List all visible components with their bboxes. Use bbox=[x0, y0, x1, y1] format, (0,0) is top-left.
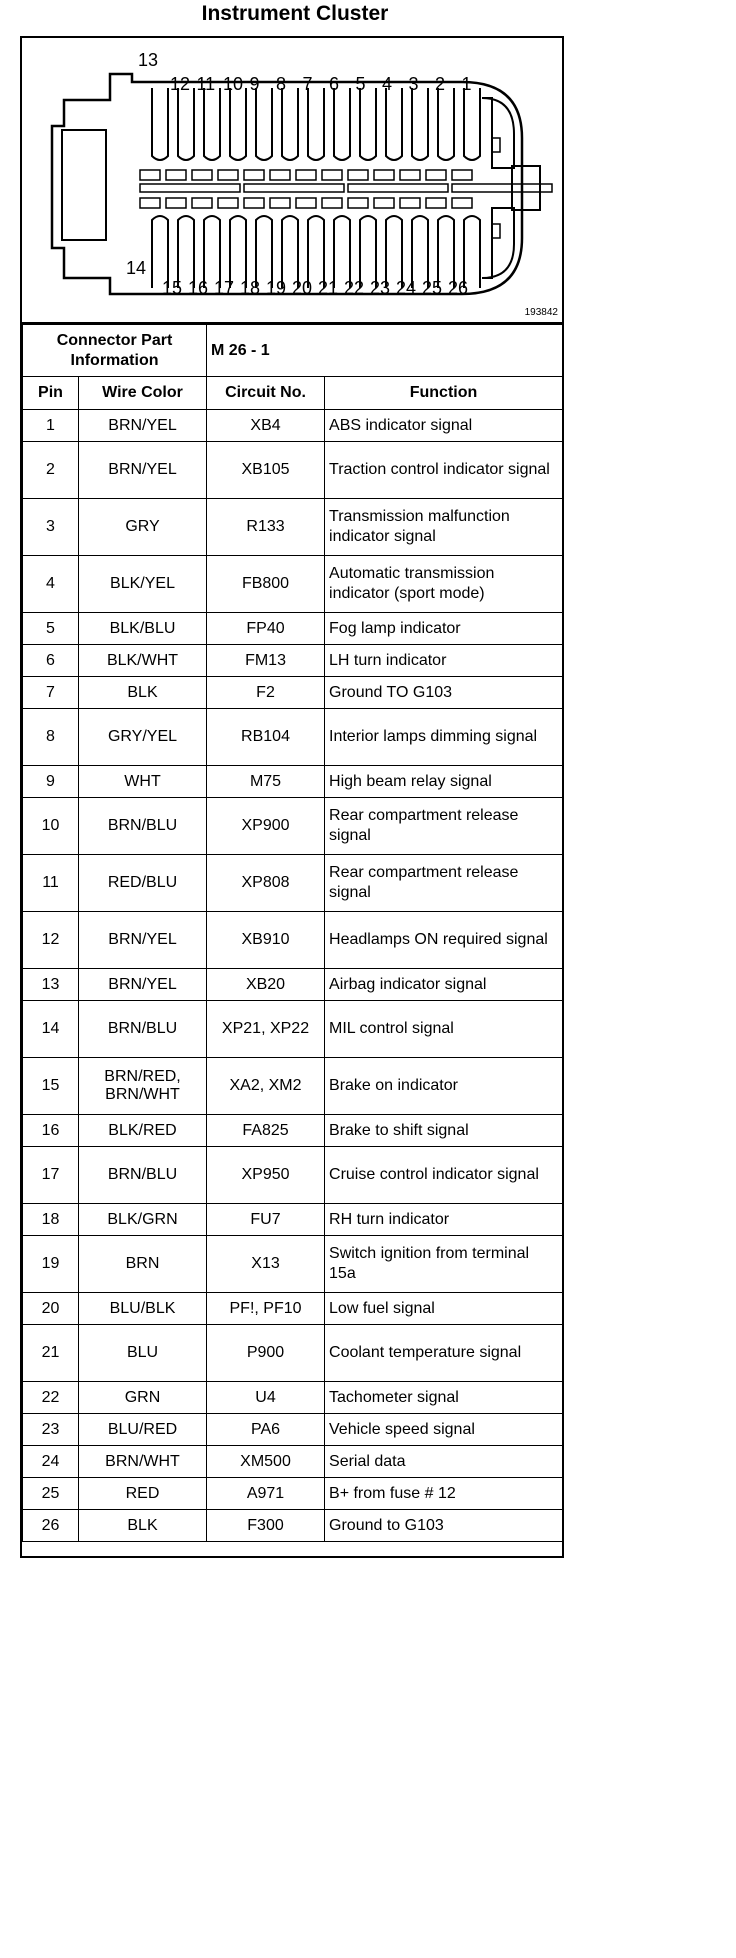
circuit-cell: FU7 bbox=[207, 1204, 325, 1236]
pin-number-label: 4 bbox=[382, 74, 393, 94]
function-cell: Interior lamps dimming signal bbox=[325, 709, 563, 766]
pin-cell: 3 bbox=[23, 499, 79, 556]
top-cavity bbox=[308, 88, 324, 160]
table-row bbox=[23, 1293, 563, 1325]
circuit-cell: X13 bbox=[207, 1236, 325, 1293]
pin-cell: 8 bbox=[23, 709, 79, 766]
slot bbox=[296, 170, 316, 180]
table-row bbox=[23, 798, 563, 855]
circuit-cell: XB4 bbox=[207, 410, 325, 442]
wire-color-cell: BLK bbox=[79, 677, 207, 709]
pin-cell: 12 bbox=[23, 912, 79, 969]
pinout-table bbox=[22, 324, 563, 1542]
function-cell: Automatic transmission indicator (sport mode) bbox=[325, 556, 563, 613]
wire-color-cell: WHT bbox=[79, 766, 207, 798]
circuit-cell: XM500 bbox=[207, 1446, 325, 1478]
slot bbox=[452, 184, 552, 192]
slot bbox=[192, 198, 212, 208]
slot bbox=[400, 198, 420, 208]
circuit-cell: U4 bbox=[207, 1382, 325, 1414]
table-row bbox=[23, 677, 563, 709]
wire-color-cell: BRN/YEL bbox=[79, 442, 207, 499]
table-row bbox=[23, 1510, 563, 1542]
pin-cell: 4 bbox=[23, 556, 79, 613]
header-function: Function bbox=[325, 377, 563, 410]
table-row bbox=[23, 855, 563, 912]
slot bbox=[166, 170, 186, 180]
table-row bbox=[23, 1446, 563, 1478]
pin-cell: 21 bbox=[23, 1325, 79, 1382]
circuit-cell: XP950 bbox=[207, 1147, 325, 1204]
circuit-cell: XP808 bbox=[207, 855, 325, 912]
wire-color-cell: BRN bbox=[79, 1236, 207, 1293]
circuit-cell: FA825 bbox=[207, 1115, 325, 1147]
slot bbox=[244, 198, 264, 208]
table-row bbox=[23, 1204, 563, 1236]
wire-color-cell: BLU/RED bbox=[79, 1414, 207, 1446]
pin-number-label: 20 bbox=[292, 278, 313, 298]
header-wire-color: Wire Color bbox=[79, 377, 207, 410]
wire-color-cell: BRN/YEL bbox=[79, 912, 207, 969]
pin-number-label: 14 bbox=[126, 258, 147, 278]
function-cell: Fog lamp indicator bbox=[325, 613, 563, 645]
pin-cell: 6 bbox=[23, 645, 79, 677]
pin-cell: 17 bbox=[23, 1147, 79, 1204]
table-row bbox=[23, 1058, 563, 1115]
connector-info-label: Connector Part Information bbox=[23, 325, 207, 377]
top-cavity bbox=[360, 88, 376, 160]
slot bbox=[244, 184, 344, 192]
slot bbox=[140, 184, 240, 192]
circuit-cell: A971 bbox=[207, 1478, 325, 1510]
wire-color-cell: BLU/BLK bbox=[79, 1293, 207, 1325]
wire-color-cell: BLK/GRN bbox=[79, 1204, 207, 1236]
connector-info-value: M 26 - 1 bbox=[207, 325, 563, 377]
function-cell: Rear compartment release signal bbox=[325, 855, 563, 912]
pin-cell: 7 bbox=[23, 677, 79, 709]
slot bbox=[400, 170, 420, 180]
pin-number-label: 11 bbox=[196, 74, 216, 94]
slot bbox=[192, 170, 212, 180]
top-cavity bbox=[386, 88, 402, 160]
function-cell: Brake on indicator bbox=[325, 1058, 563, 1115]
wire-color-cell: GRY/YEL bbox=[79, 709, 207, 766]
wire-color-cell: GRY bbox=[79, 499, 207, 556]
slot bbox=[348, 184, 448, 192]
top-cavity bbox=[334, 88, 350, 160]
pin-number-label: 25 bbox=[422, 278, 443, 298]
wire-color-cell: RED bbox=[79, 1478, 207, 1510]
pin-number-label: 8 bbox=[276, 74, 287, 94]
table-row bbox=[23, 499, 563, 556]
function-cell: Serial data bbox=[325, 1446, 563, 1478]
circuit-cell: PA6 bbox=[207, 1414, 325, 1446]
table-row bbox=[23, 556, 563, 613]
pin-number-label: 10 bbox=[223, 74, 244, 94]
function-cell: Transmission malfunction indicator signal bbox=[325, 499, 563, 556]
table-row bbox=[23, 912, 563, 969]
pin-number-label: 15 bbox=[162, 278, 183, 298]
function-cell: LH turn indicator bbox=[325, 645, 563, 677]
function-cell: Ground TO G103 bbox=[325, 677, 563, 709]
circuit-cell: PF!, PF10 bbox=[207, 1293, 325, 1325]
wire-color-cell: BRN/RED, BRN/WHT bbox=[79, 1058, 207, 1115]
top-cavity bbox=[282, 88, 298, 160]
pin-number-label: 13 bbox=[138, 50, 159, 70]
connector-face-drawing bbox=[22, 38, 562, 324]
table-row bbox=[23, 1236, 563, 1293]
pin-number-label: 16 bbox=[188, 278, 209, 298]
header-circuit: Circuit No. bbox=[207, 377, 325, 410]
function-cell: High beam relay signal bbox=[325, 766, 563, 798]
top-cavity bbox=[256, 88, 272, 160]
pin-cell: 10 bbox=[23, 798, 79, 855]
pin-cell: 19 bbox=[23, 1236, 79, 1293]
circuit-cell: XB20 bbox=[207, 969, 325, 1001]
function-cell: Coolant temperature signal bbox=[325, 1325, 563, 1382]
pin-number-label: 22 bbox=[344, 278, 365, 298]
function-cell: B+ from fuse # 12 bbox=[325, 1478, 563, 1510]
table-row bbox=[23, 1382, 563, 1414]
table-row bbox=[23, 1414, 563, 1446]
wire-color-cell: BLK/BLU bbox=[79, 613, 207, 645]
circuit-cell: XP900 bbox=[207, 798, 325, 855]
pin-cell: 16 bbox=[23, 1115, 79, 1147]
slot bbox=[322, 198, 342, 208]
circuit-cell: M75 bbox=[207, 766, 325, 798]
table-row bbox=[23, 969, 563, 1001]
wire-color-cell: BRN/YEL bbox=[79, 969, 207, 1001]
pin-cell: 18 bbox=[23, 1204, 79, 1236]
circuit-cell: XB105 bbox=[207, 442, 325, 499]
top-cavity bbox=[204, 88, 220, 160]
wire-color-cell: BLK/WHT bbox=[79, 645, 207, 677]
top-pin-numbers bbox=[138, 50, 472, 94]
pin-cell: 22 bbox=[23, 1382, 79, 1414]
slot bbox=[296, 198, 316, 208]
circuit-cell: FB800 bbox=[207, 556, 325, 613]
circuit-cell: FP40 bbox=[207, 613, 325, 645]
figure-id: 193842 bbox=[524, 307, 558, 318]
page-title: Instrument Cluster bbox=[201, 2, 389, 25]
pin-number-label: 5 bbox=[355, 74, 366, 94]
function-cell: Rear compartment release signal bbox=[325, 798, 563, 855]
pin-cell: 24 bbox=[23, 1446, 79, 1478]
slot bbox=[426, 198, 446, 208]
wire-color-cell: BRN/BLU bbox=[79, 1001, 207, 1058]
pin-cell: 13 bbox=[23, 969, 79, 1001]
slot bbox=[348, 198, 368, 208]
slot bbox=[218, 170, 238, 180]
function-cell: Switch ignition from terminal 15a bbox=[325, 1236, 563, 1293]
circuit-cell: XA2, XM2 bbox=[207, 1058, 325, 1115]
wire-color-cell: BRN/YEL bbox=[79, 410, 207, 442]
table-row bbox=[23, 1325, 563, 1382]
pin-number-label: 23 bbox=[370, 278, 391, 298]
table-row bbox=[23, 709, 563, 766]
pin-cell: 2 bbox=[23, 442, 79, 499]
table-row bbox=[23, 1001, 563, 1058]
pin-cell: 26 bbox=[23, 1510, 79, 1542]
circuit-cell: R133 bbox=[207, 499, 325, 556]
top-cavity bbox=[438, 88, 454, 160]
top-cavity bbox=[178, 88, 194, 160]
top-cavity bbox=[412, 88, 428, 160]
function-cell: Cruise control indicator signal bbox=[325, 1147, 563, 1204]
pin-cell: 1 bbox=[23, 410, 79, 442]
pin-number-label: 17 bbox=[214, 278, 235, 298]
pin-cell: 11 bbox=[23, 855, 79, 912]
pin-cell: 5 bbox=[23, 613, 79, 645]
top-cavity bbox=[230, 88, 246, 160]
table-row bbox=[23, 1115, 563, 1147]
slot bbox=[140, 170, 160, 180]
slot bbox=[140, 198, 160, 208]
slot bbox=[452, 198, 472, 208]
connector-diagram bbox=[22, 38, 562, 324]
slot bbox=[374, 198, 394, 208]
table-row bbox=[23, 613, 563, 645]
pin-cell: 25 bbox=[23, 1478, 79, 1510]
pin-cell: 20 bbox=[23, 1293, 79, 1325]
function-cell: MIL control signal bbox=[325, 1001, 563, 1058]
wire-color-cell: BLK/YEL bbox=[79, 556, 207, 613]
pin-number-label: 6 bbox=[329, 74, 340, 94]
table-row bbox=[23, 442, 563, 499]
slot-rows bbox=[140, 170, 552, 208]
function-cell: Vehicle speed signal bbox=[325, 1414, 563, 1446]
pin-number-label: 19 bbox=[266, 278, 287, 298]
circuit-cell: F2 bbox=[207, 677, 325, 709]
pin-number-label: 21 bbox=[318, 278, 339, 298]
circuit-cell: XP21, XP22 bbox=[207, 1001, 325, 1058]
table-row bbox=[23, 410, 563, 442]
pin-cell: 9 bbox=[23, 766, 79, 798]
top-terminal-cavities bbox=[152, 88, 480, 160]
table-row bbox=[23, 766, 563, 798]
function-cell: Traction control indicator signal bbox=[325, 442, 563, 499]
circuit-cell: F300 bbox=[207, 1510, 325, 1542]
wire-color-cell: BLK/RED bbox=[79, 1115, 207, 1147]
function-cell: Low fuel signal bbox=[325, 1293, 563, 1325]
pin-number-label: 3 bbox=[408, 74, 419, 94]
table-row bbox=[23, 1147, 563, 1204]
function-cell: Brake to shift signal bbox=[325, 1115, 563, 1147]
pin-cell: 14 bbox=[23, 1001, 79, 1058]
function-cell: RH turn indicator bbox=[325, 1204, 563, 1236]
pin-number-label: 1 bbox=[461, 74, 472, 94]
top-cavity bbox=[464, 88, 480, 160]
connector-info-row bbox=[23, 325, 563, 377]
function-cell: Ground to G103 bbox=[325, 1510, 563, 1542]
header-pin: Pin bbox=[23, 377, 79, 410]
pin-number-label: 18 bbox=[240, 278, 261, 298]
slot bbox=[452, 170, 472, 180]
wire-color-cell: BRN/BLU bbox=[79, 1147, 207, 1204]
function-cell: Tachometer signal bbox=[325, 1382, 563, 1414]
pin-number-label: 9 bbox=[249, 74, 260, 94]
slot bbox=[426, 170, 446, 180]
pin-number-label: 26 bbox=[448, 278, 469, 298]
wire-color-cell: BLK bbox=[79, 1510, 207, 1542]
pin-number-label: 24 bbox=[396, 278, 417, 298]
slot bbox=[166, 198, 186, 208]
wire-color-cell: RED/BLU bbox=[79, 855, 207, 912]
wire-color-cell: BLU bbox=[79, 1325, 207, 1382]
pin-cell: 23 bbox=[23, 1414, 79, 1446]
slot bbox=[348, 170, 368, 180]
slot bbox=[270, 170, 290, 180]
circuit-cell: P900 bbox=[207, 1325, 325, 1382]
wire-color-cell: BRN/BLU bbox=[79, 798, 207, 855]
pin-number-label: 7 bbox=[302, 74, 313, 94]
slot bbox=[374, 170, 394, 180]
slot bbox=[218, 198, 238, 208]
circuit-cell: XB910 bbox=[207, 912, 325, 969]
connector-table-frame bbox=[20, 36, 564, 1558]
function-cell: ABS indicator signal bbox=[325, 410, 563, 442]
slot bbox=[270, 198, 290, 208]
wire-color-cell: GRN bbox=[79, 1382, 207, 1414]
pin-number-label: 12 bbox=[170, 74, 191, 94]
circuit-cell: FM13 bbox=[207, 645, 325, 677]
wire-color-cell: BRN/WHT bbox=[79, 1446, 207, 1478]
slot bbox=[322, 170, 342, 180]
function-cell: Headlamps ON required signal bbox=[325, 912, 563, 969]
pin-number-label: 2 bbox=[435, 74, 446, 94]
table-row bbox=[23, 645, 563, 677]
pin-cell: 15 bbox=[23, 1058, 79, 1115]
top-cavity bbox=[152, 88, 168, 160]
function-cell: Airbag indicator signal bbox=[325, 969, 563, 1001]
header-row bbox=[23, 377, 563, 410]
circuit-cell: RB104 bbox=[207, 709, 325, 766]
slot bbox=[244, 170, 264, 180]
table-row bbox=[23, 1478, 563, 1510]
